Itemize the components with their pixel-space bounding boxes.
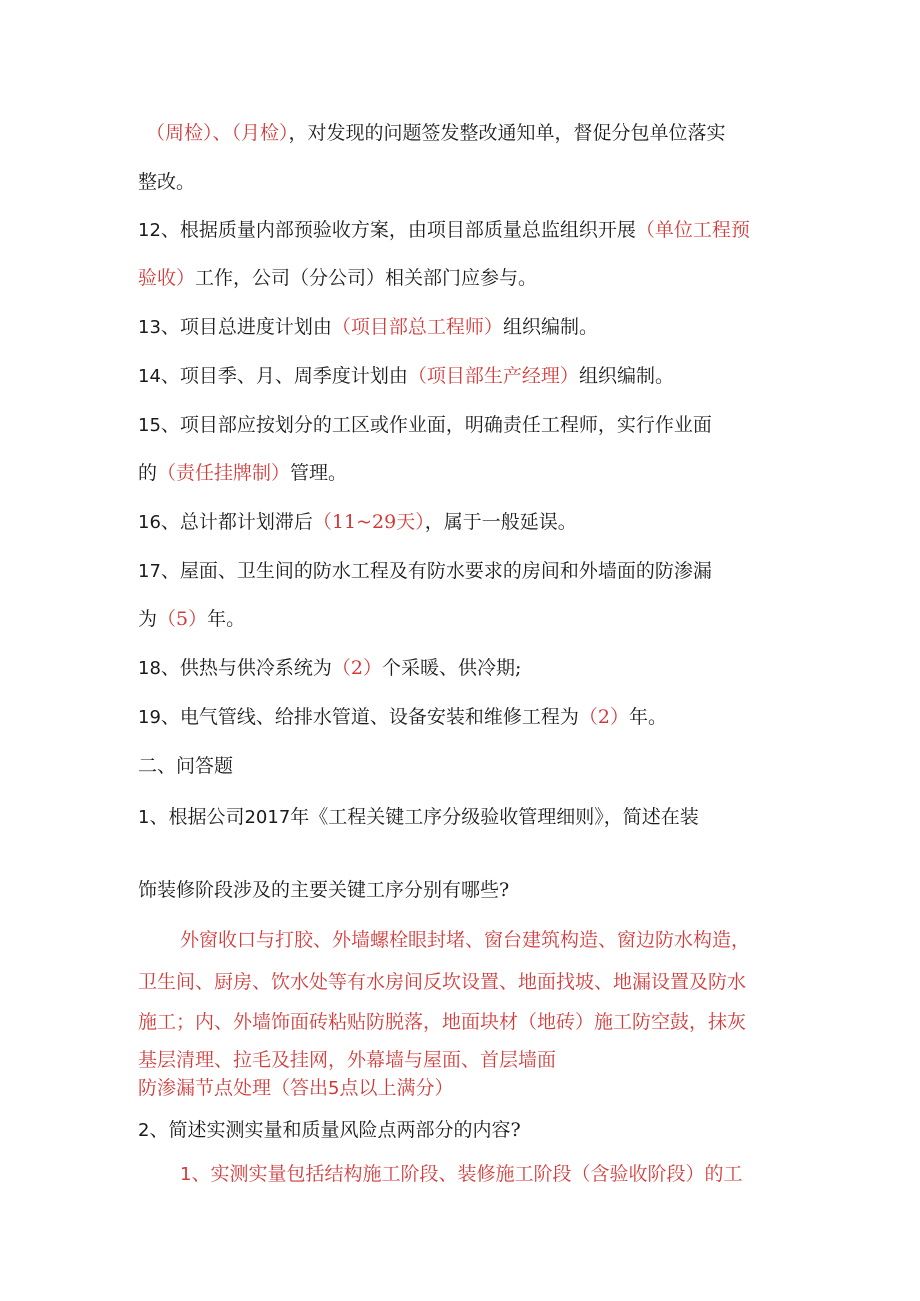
answer-17: （5） xyxy=(157,608,208,630)
answer-16: （11~29天） xyxy=(312,511,425,533)
question-18: 18、供热与供冷系统为（2）个采暖、供冷期; xyxy=(138,657,522,679)
question-12-cont: 验收）工作，公司（分公司）相关部门应参与。 xyxy=(138,267,538,289)
answer-18: （2） xyxy=(331,657,383,679)
essay-answer-1-line5: 防渗漏节点处理（答出5点以上满分） xyxy=(138,1077,454,1099)
essay-question-2: 2、简述实测实量和质量风险点两部分的内容? xyxy=(138,1119,521,1141)
essay-answer-1-line1: 外窗收口与打胶、外墙螺栓眼封堵、窗台建筑构造、窗边防水构造， xyxy=(180,929,751,951)
answer-13: （项目部总工程师） xyxy=(331,316,503,338)
answer-14: （项目部生产经理） xyxy=(407,365,579,387)
essay-answer-1-line4: 基层清理、拉毛及挂网，外幕墙与屋面、首层墙面 xyxy=(138,1049,557,1071)
question-19: 19、电气管线、给排水管道、设备安装和维修工程为（2）年。 xyxy=(138,706,668,728)
answer-19: （2） xyxy=(578,706,630,728)
essay-answer-1-line3: 施工；内、外墙饰面砖粘贴防脱落，地面块材（地砖）施工防空鼓，抹灰 xyxy=(138,1011,747,1033)
question-13: 13、项目总进度计划由（项目部总工程师）组织编制。 xyxy=(138,316,598,338)
line-11-end: 整改。 xyxy=(138,171,196,193)
question-14: 14、项目季、月、周季度计划由（项目部生产经理）组织编制。 xyxy=(138,365,674,387)
essay-answer-2-line1: 1、实测实量包括结构施工阶段、装修施工阶段（含验收阶段）的工 xyxy=(180,1163,743,1185)
question-12: 12、根据质量内部预验收方案，由项目部质量总监组织开展（单位工程预 xyxy=(138,219,750,241)
question-17: 17、屋面、卫生间的防水工程及有防水要求的房间和外墙面的防渗漏 xyxy=(138,560,712,582)
essay-question-1: 1、根据公司2017年《工程关键工序分级验收管理细则》，简述在装 xyxy=(138,806,699,828)
question-17-cont: 为（5）年。 xyxy=(138,608,246,630)
question-16: 16、总计都计划滞后（11~29天），属于一般延误。 xyxy=(138,511,577,533)
answer-12: （单位工程预 xyxy=(635,219,750,241)
section-heading: 二、问答题 xyxy=(138,755,234,777)
question-15-cont: 的（责任挂牌制）管理。 xyxy=(138,462,348,484)
question-15: 15、项目部应按划分的工区或作业面，明确责任工程师，实行作业面 xyxy=(138,414,712,436)
line-11-cont: （周检）、（月检），对发现的问题签发整改通知单，督促分包单位落实 xyxy=(146,122,726,144)
answer-inspection: （周检）、（月检） xyxy=(146,122,289,144)
answer-15: （责任挂牌制） xyxy=(157,462,291,484)
essay-question-1-cont: 饰装修阶段涉及的主要关键工序分别有哪些? xyxy=(138,879,510,901)
essay-answer-1-line2: 卫生间、厨房、饮水处等有水房间反坎设置、地面找坡、地漏设置及防水 xyxy=(138,971,747,993)
